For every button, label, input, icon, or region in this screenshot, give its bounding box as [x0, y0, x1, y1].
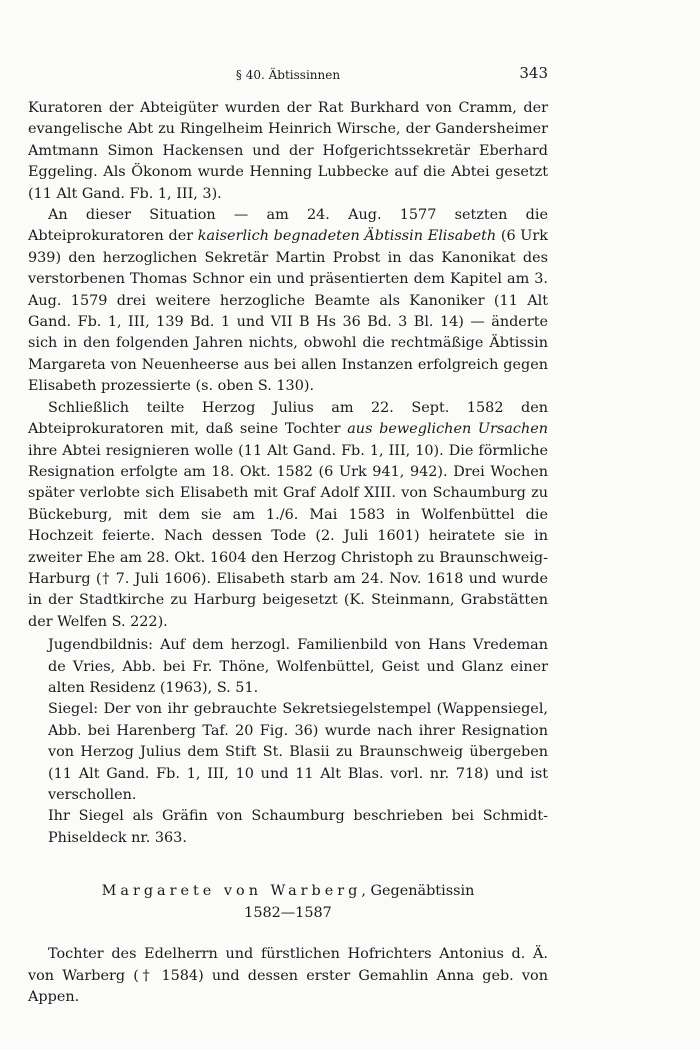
paragraph-situation-text-c: (6 Urk 939) den herzoglichen Sekretär Martin Probst in das Kanonikat des verstorbenen Thomas Schnor ein und präsentierten dem Kapitel am 3. Aug. 1579 drei weitere herzogliche Beamte als Kanoniker (11 Alt Gand. Fb. 1, III, 139 Bd. 1 und VII B Hs 36 Bd. 3 Bl. 14) — änderte sich in den folgenden Jahren nichts, obwohl die rechtmäßige Äbtissin Margareta von Neuenheerse aus bei allen Instanzen erfolgreich gegen Elisabeth prozessierte (s. oben S. 130).: [28, 228, 548, 395]
note-seal: Siegel: Der von ihr gebrauchte Sekretsiegelstempel (Wappensiegel, Abb. bei Harenberg Taf. 20 Fig. 36) wurde nach ihrer Resignation von Herzog Julius dem Stift St. Blasii zu Braunschweig übergeben (11 Alt Gand. Fb. 1, III, 10 und 11 Alt Blas. vorl. nr. 718) und ist verschollen.: [48, 701, 548, 803]
page-header: [28, 64, 548, 84]
page-body: [28, 98, 548, 1008]
paragraph-resignation-text-c: ihre Abtei resignieren wolle (11 Alt Gand. Fb. 1, III, 10). Die förmliche Resignation erfolgte am 18. Okt. 1582 (6 Urk 941, 942). Drei Wochen später verlobte sich Elisabeth mit Graf Adolf XIII. von Schaumburg zu Bückeburg, mit dem sie am 1./6. Mai 1583 in Wolfenbüttel die Hochzeit feierte. Nach dessen Tode (2. Juli 1601) heiratete sie in zweiter Ehe am 28. Okt. 1604 den Herzog Christoph zu Braunschweig-Harburg († 7. Juli 1606). Elisabeth starb am 24. Nov. 1618 und wurde in der Stadtkirche zu Harburg beigesetzt (K. Steinmann, Grabstätten der Welfen S. 222).: [28, 442, 548, 630]
paragraph-situation-text-a: An dieser Situation — am 24. Aug. 1577 setzten die Abteiprokuratoren der: [28, 207, 548, 245]
section-title: , Gegenäbtissin: [361, 883, 475, 900]
section-heading: [28, 880, 548, 902]
paragraph-margarete: Tochter des Edelherrn und fürstlichen Hofrichters Antonius d. Ä. von Warberg († 1584) und dessen erster Gemahlin Anna geb. von Appen.: [28, 946, 548, 1006]
notes-block: [48, 635, 548, 849]
paragraph-resignation-text-a: Schließlich teilte Herzog Julius am 22. Sept. 1582 den Abteiprokuratoren mit, daß seine Tochter: [28, 399, 548, 438]
section-years: 1582—1587: [244, 905, 332, 922]
paragraph-situation: [28, 205, 548, 398]
paragraph-situation-italic: kaiserlich begnadeten Äbtissin Elisabeth: [197, 228, 497, 245]
note-portrait: Jugendbildnis: Auf dem herzogl. Familienbild von Hans Vredeman de Vries, Abb. bei Fr. Thöne, Wolfenbüttel, Geist und Glanz einer alten Residenz (1963), S. 51.: [48, 637, 548, 696]
paragraph-curators: Kuratoren der Abteigüter wurden der Rat Burkhard von Cramm, der evangelische Abt zu Ringelheim Heinrich Wirsche, der Gandersheimer Amtmann Simon Hackensen und der Hofgerichtssekretär Eberhard Eggeling. Als Ökonom wurde Henning Lubbecke auf die Abtei gesetzt (11 Alt Gand. Fb. 1, III, 3).: [28, 100, 548, 202]
note-seal-countess: Ihr Siegel als Gräfin von Schaumburg beschrieben bei Schmidt-Phiseldeck nr. 363.: [48, 808, 548, 846]
page-number: 343: [519, 64, 548, 82]
section-name: Margarete von Warberg: [101, 883, 362, 900]
paragraph-resignation-italic: aus beweglichen Ursachen: [347, 421, 549, 438]
paragraph-resignation: [28, 398, 548, 633]
running-head: § 40. Äbtissinnen: [235, 68, 341, 82]
